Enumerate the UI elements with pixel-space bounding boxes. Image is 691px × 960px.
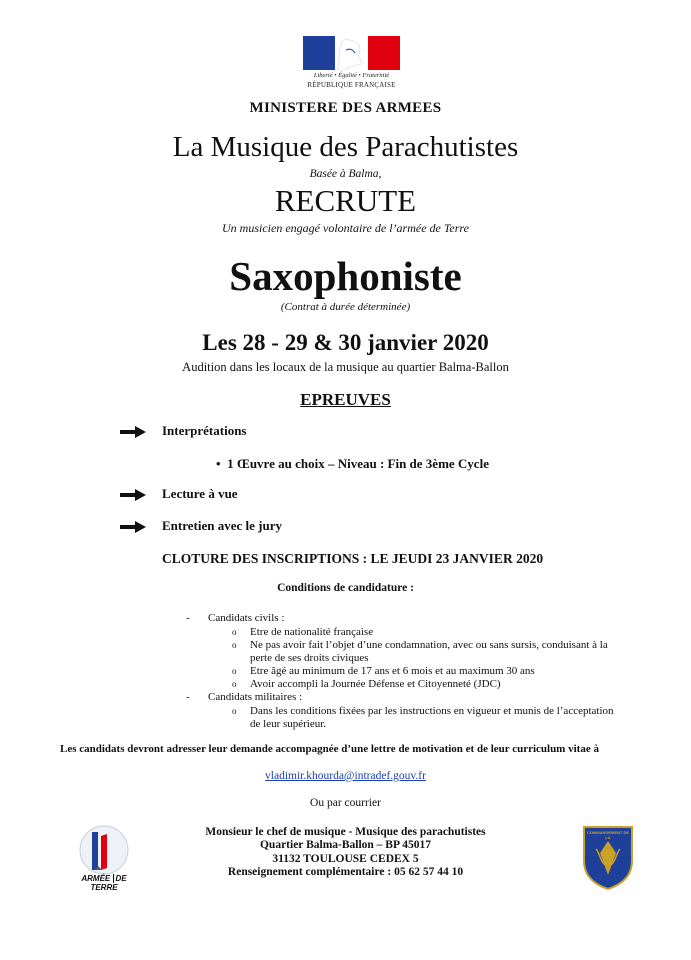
republique-francaise-logo — [303, 36, 400, 92]
epreuve-sub-item — [216, 456, 489, 472]
epreuve-sub-label: 1 Œuvre au choix – Niveau : Fin de 3ème Cycle — [227, 456, 489, 471]
address-line: Monsieur le chef de musique - Musique des parachutistes — [205, 826, 486, 838]
list-item — [232, 665, 535, 678]
epreuve-label: Interprétations — [162, 423, 247, 438]
epreuve-item — [120, 423, 247, 439]
badge-text: COMMANDEMENT DE LA — [587, 830, 629, 840]
recruit-subtitle: Un musicien engagé volontaire de l’armée de Terre — [222, 221, 469, 235]
condition-text-continued: perte de ses droits civiques — [250, 652, 369, 664]
list-item — [186, 691, 302, 704]
commandement-badge — [580, 823, 636, 891]
armee-de-terre-logo — [68, 822, 140, 890]
epreuve-label: Lecture à vue — [162, 486, 238, 501]
circle-marker: o — [232, 666, 237, 676]
dash-marker: - — [186, 612, 190, 624]
registration-deadline: CLOTURE DES INSCRIPTIONS : LE JEUDI 23 JANVIER 2020 — [162, 551, 544, 566]
republique-motto: Liberté • Égalité • Fraternité — [313, 72, 390, 79]
job-title: Saxophoniste — [229, 253, 462, 299]
unit-location: Basée à Balma, — [309, 168, 382, 180]
list-item — [232, 639, 608, 652]
or-by-mail: Ou par courrier — [310, 797, 381, 809]
arrow-right-icon — [120, 518, 148, 534]
circle-marker: o — [232, 706, 237, 716]
recrute-heading: RECRUTE — [274, 183, 417, 218]
list-item — [232, 626, 373, 639]
condition-text: Dans les conditions fixées par les instructions en vigueur et munis de l’acceptation — [250, 705, 614, 717]
condition-text: Avoir accompli la Journée Défense et Citoyenneté (JDC) — [250, 678, 501, 690]
civil-candidates-label: Candidats civils : — [208, 612, 285, 624]
list-item — [186, 612, 284, 625]
condition-text: Etre de nationalité française — [250, 626, 374, 638]
circle-marker: o — [232, 627, 237, 637]
republique-name: RÉPUBLIQUE FRANÇAISE — [307, 81, 396, 89]
epreuve-item — [120, 486, 238, 502]
address-line: Renseignement complémentaire : 05 62 57 44 10 — [227, 865, 464, 878]
address-line: 31132 TOULOUSE CEDEX 5 — [272, 852, 419, 865]
audition-dates: Les 28 - 29 & 30 janvier 2020 — [202, 330, 489, 355]
contract-type: (Contrat à durée déterminée) — [280, 301, 411, 313]
marianne-flag-icon — [303, 36, 400, 70]
unit-name: La Musique des Parachutistes — [172, 131, 519, 163]
address-line: Quartier Balma-Ballon – BP 45017 — [259, 839, 431, 852]
conditions-heading: Conditions de candidature : — [277, 582, 414, 594]
epreuves-heading: EPREUVES — [300, 390, 391, 409]
application-instructions: Les candidats devront adresser leur demande accompagnée d’une lettre de motivation et de leur curriculum vitae à — [60, 743, 599, 755]
ministry-title: MINISTERE DES ARMEES — [249, 100, 442, 116]
circle-marker: o — [232, 640, 237, 650]
list-item — [232, 678, 501, 691]
arrow-right-icon — [120, 486, 148, 502]
condition-text: Ne pas avoir fait l’objet d’une condamnation, avec ou sans sursis, conduisant à la — [250, 639, 608, 651]
bullet-icon: • — [216, 456, 228, 471]
armee-de-terre-text: ARMÉE DE TERRE — [81, 874, 127, 892]
condition-text-continued: de leur supérieur. — [250, 718, 327, 730]
contact-email-link[interactable]: vladimir.khourda@intradef.gouv.fr — [265, 770, 426, 782]
condition-text: Etre âgé au minimum de 17 ans et 6 mois et au maximum 30 ans — [250, 665, 535, 677]
circle-marker: o — [232, 679, 237, 689]
arrow-right-icon — [120, 423, 148, 439]
military-candidates-label: Candidats militaires : — [208, 691, 303, 703]
epreuve-label: Entretien avec le jury — [162, 518, 282, 533]
audition-location: Audition dans les locaux de la musique au quartier Balma-Ballon — [182, 360, 509, 374]
epreuve-item — [120, 518, 282, 534]
list-item — [232, 705, 614, 718]
dash-marker: - — [186, 691, 190, 703]
